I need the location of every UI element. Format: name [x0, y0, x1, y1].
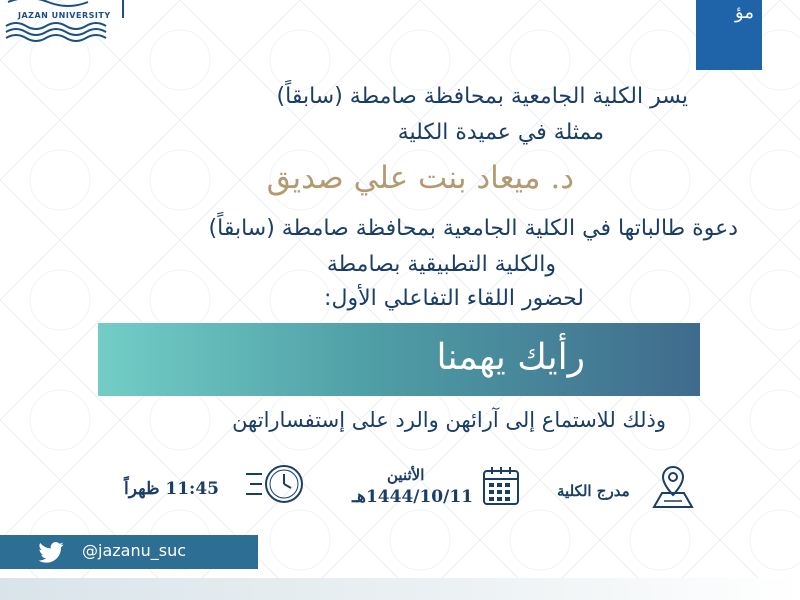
logo-wave-icon	[0, 0, 120, 42]
attendance-line: لحضور اللقاء التفاعلي الأول:	[324, 286, 584, 311]
calendar-icon	[481, 465, 521, 507]
twitter-handle[interactable]: @jazanu_suc	[82, 541, 187, 560]
corner-text: ﻣﺆ	[735, 2, 754, 23]
clock-icon	[242, 462, 306, 506]
purpose-line: وذلك للاستماع إلى آرائهن والرد على إستفساراتهن	[232, 408, 666, 432]
logo-text: JAZAN UNIVERSITY	[18, 11, 111, 20]
invitation-line: دعوة طالباتها في الكلية الجامعية بمحافظة صامطة (سابقاً)	[208, 216, 738, 241]
college-line: والكلية التطبيقية بصامطة	[326, 252, 556, 277]
date-text: 1444/10/11هـ	[352, 487, 473, 507]
time-text: 11:45 ظهراً	[124, 479, 219, 499]
twitter-icon	[38, 542, 64, 563]
title-banner	[98, 323, 700, 396]
day-text: الأثنين	[387, 466, 425, 484]
logo-divider	[122, 0, 124, 18]
footer-stripe	[0, 578, 800, 600]
location-pin-icon	[650, 463, 696, 511]
intro-line: يسر الكلية الجامعية بمحافظة صامطة (سابقاً)	[276, 84, 688, 109]
represented-by-line: ممثلة في عميدة الكلية	[397, 120, 604, 145]
dean-name: د. ميعاد بنت علي صديق	[266, 160, 574, 196]
university-logo	[0, 0, 125, 42]
banner-title: رأيك يهمنا	[436, 337, 585, 378]
location-text: مدرج الكلية	[557, 482, 630, 500]
